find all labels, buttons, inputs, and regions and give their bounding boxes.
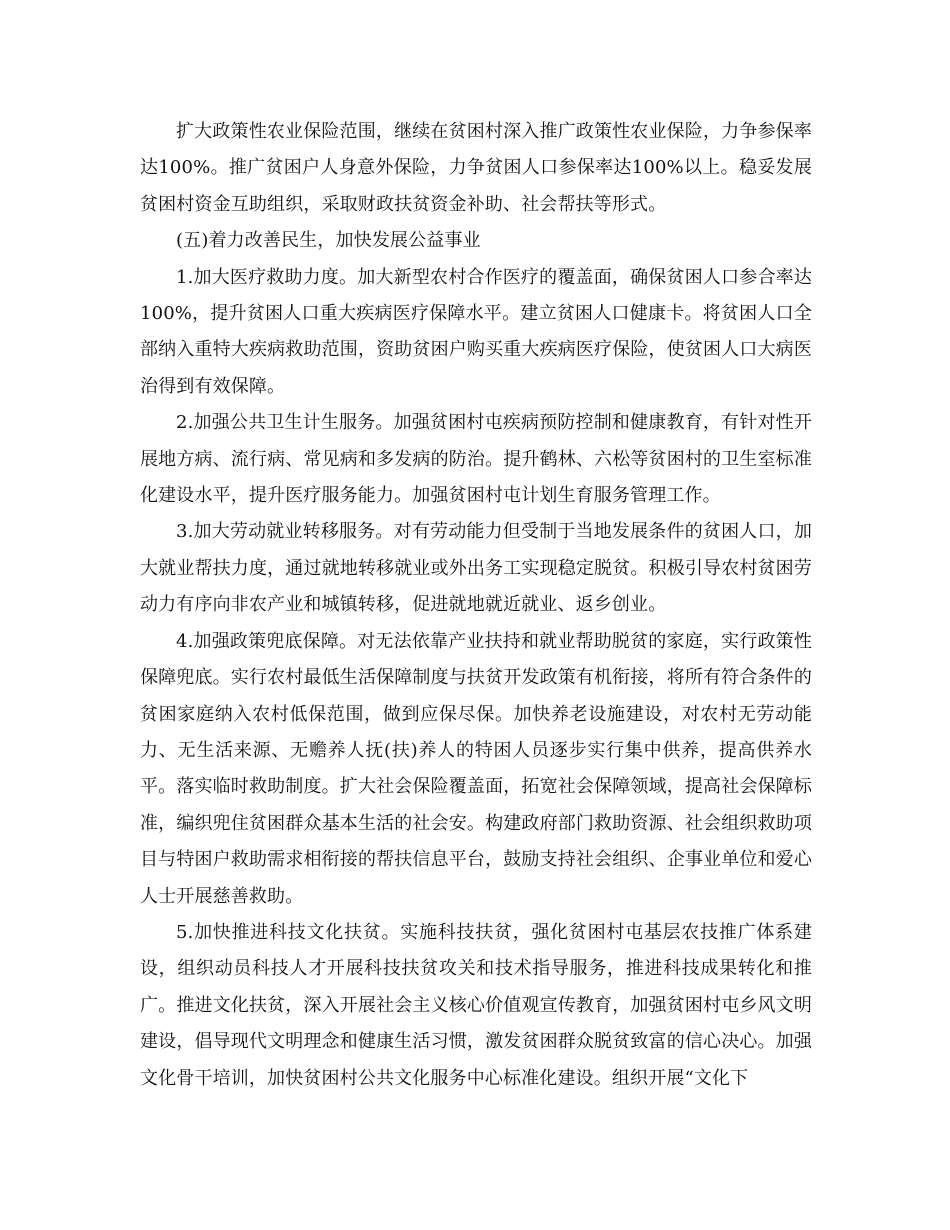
- paragraph-agricultural-insurance: 扩大政策性农业保险范围，继续在贫困村深入推广政策性农业保险，力争参保率达100%。推广贫困户人身意外保险，力争贫困人口参保率达100%以上。稳妥发展贫困村资金互助组织，采取财政扶贫资金补助、社会帮扶等形式。: [140, 121, 812, 215]
- paragraph-medical-assistance: 1.加大医疗救助力度。加大新型农村合作医疗的覆盖面，确保贫困人口参合率达100%，提升贫困人口重大疾病医疗保障水平。建立贫困人口健康卡。将贫困人口全部纳入重特大疾病救助范围，资助贫困户购买重大疾病医疗保险，使贫困人口大病医治得到有效保障。: [140, 266, 812, 397]
- paragraph-public-health: 2.加强公共卫生计生服务。加强贫困村屯疾病预防控制和健康教育，有针对性开展地方病、流行病、常见病和多发病的防治。提升鹤林、六松等贫困村的卫生室标准化建设水平，提升医疗服务能力。加强贫困村屯计划生育服务管理工作。: [140, 412, 812, 507]
- paragraph-employment-transfer: 3.加大劳动就业转移服务。对有劳动能力但受制于当地发展条件的贫困人口，加大就业帮扶力度，通过就地转移就业或外出务工实现稳定脱贫。积极引导农村贫困劳动力有序向非农产业和城镇转移，促进就地就近就业、返乡创业。: [140, 521, 812, 616]
- paragraph-policy-guarantee: 4.加强政策兜底保障。对无法依靠产业扶持和就业帮助脱贫的家庭，实行政策性保障兜底。实行农村最低生活保障制度与扶贫开发政策有机衔接，将所有符合条件的贫困家庭纳入农村低保范围，做到应保尽保。加快养老设施建设，对农村无劳动能力、无生活来源、无赡养人抚(扶)养人的特困人员逐步实行集中供养，提高供养水平。落实临时救助制度。扩大社会保险覆盖面，拓宽社会保障领域，提高社会保障标准，编织兜住贫困群众基本生活的社会安。构建政府部门救助资源、社会组织救助项目与特困户救助需求相衔接的帮扶信息平台，鼓励支持社会组织、企事业单位和爱心人士开展慈善救助。: [140, 630, 812, 907]
- section-heading-livelihood: (五)着力改善民生，加快发展公益事业: [176, 230, 481, 252]
- paragraph-science-culture: 5.加快推进科技文化扶贫。实施科技扶贫，强化贫困村屯基层农技推广体系建设，组织动员科技人才开展科技扶贫攻关和技术指导服务，推进科技成果转化和推广。推进文化扶贫，深入开展社会主义核心价值观宣传教育，加强贫困村屯乡风文明建设，倡导现代文明理念和健康生活习惯，激发贫困群众脱贫致富的信心决心。加强文化骨干培训，加快贫困村公共文化服务中心标准化建设。组织开展“文化下: [140, 921, 812, 1089]
- document-body: [140, 114, 812, 1097]
